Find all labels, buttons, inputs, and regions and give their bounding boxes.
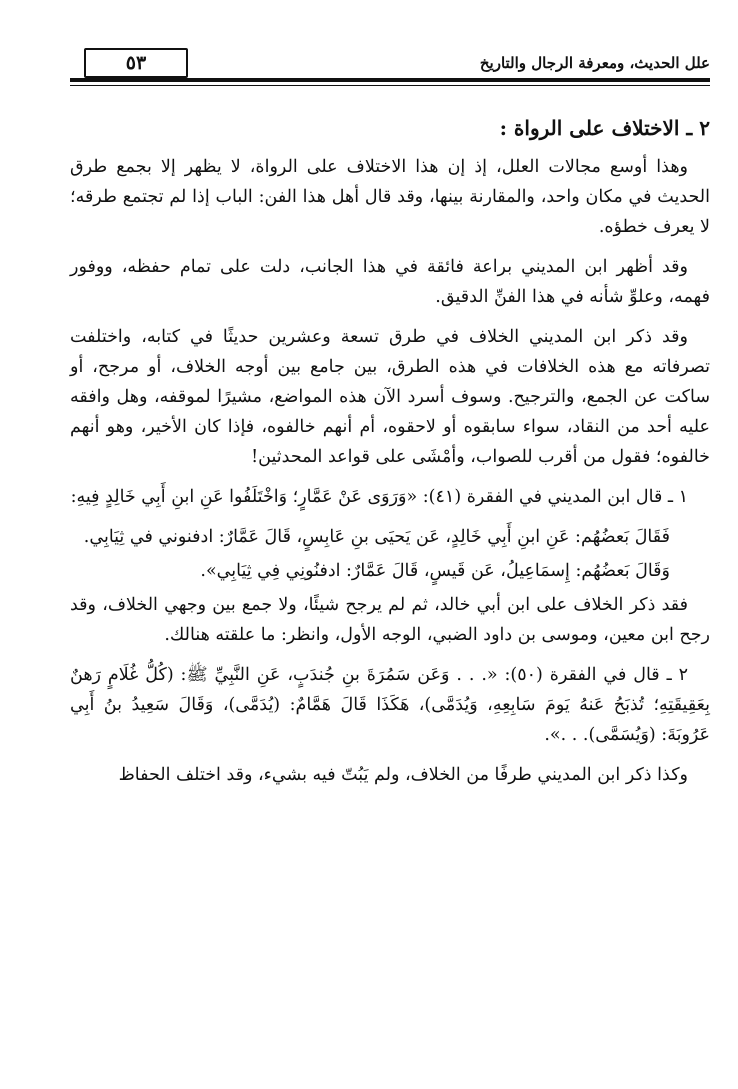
page-number: ٥٣ [125,52,147,74]
example-1-comment: فقد ذكر الخلاف على ابن أبي خالد، ثم لم يرجح شيئًا، ولا جمع بين وجهي الخلاف، وقد رجح ابن معين، وموسى بن داود الضبي، الوجه الأول، وانظر: ما علقته هنالك. [70,595,710,645]
example-1-line-1: فَقَالَ بَعضُهُم: عَنِ ابنِ أَبِي خَالِدٍ، عَن يَحيَى بنِ عَابِسٍ، قَالَ عَمَّارٌ: ادفنوني في ثِيَابِي. [83,527,670,547]
section-heading: ٢ ـ الاختلاف على الرواة : [499,116,710,140]
example-1-intro: ١ ـ قال ابن المديني في الفقرة (٤١): «وَرَوَى عَنْ عَمَّارٍ؛ وَاخْتَلَفُوا عَنِ ابنِ أَبِي خَالِدٍ فِيهِ: [70,487,688,507]
header-rule-thin [70,85,710,86]
example-2-intro: ٢ ـ قال في الفقرة (٥٠): «. . . وَعَن سَمُرَةَ بنِ جُندَبٍ، عَنِ النَّبِيِّ ﷺ: (كُلُّ غُلَامٍ رَهنٌ بِعَقِيقَتِهِ؛ تُذبَحُ عَنهُ يَومَ سَابِعِهِ، وَيُدَمَّى)، هَكَذَا قَالَ هَمَّامٌ: (يُدَمَّى)، وَقَالَ سَعِيدُ بنُ أَبِي عَرُوبَةَ: (وَيُسَمَّى). . .». [70,665,710,745]
page-header [70,44,710,90]
page-number-box [84,48,188,78]
running-title: علل الحديث، ومعرفة الرجال والتاريخ [479,54,710,72]
example-2-comment: وكذا ذكر ابن المديني طرفًا من الخلاف، ولم يَبُتّ فيه بشيء، وقد اختلف الحفاظ [118,765,688,785]
paragraph-2: وقد أظهر ابن المديني براعة فائقة في هذا الجانب، دلت على تمام حفظه، ووفور فهمه، وعلوِّ شأنه في هذا الفنِّ الدقيق. [70,257,710,307]
paragraph-1: وهذا أوسع مجالات العلل، إذ إن هذا الاختلاف على الرواة، لا يظهر إلا بجمع طرق الحديث في مكان واحد، والمقارنة بينها، وقد قال أهل هذا الفن: الباب إذا لم تجتمع طرقه؛ لا يعرف خطؤه. [70,157,710,237]
header-rule-thick [70,78,710,82]
page-body [70,112,710,800]
paragraph-3: وقد ذكر ابن المديني الخلاف في طرق تسعة وعشرين حديثًا في كتابه، واختلفت تصرفاته مع هذه الخلافات في هذه الطرق، بين جامع بين أوجه الخلاف، أو مرجح، أو ساكت عن الجمع، والترجيح. وسوف أسرد الآن هذه المواضع، مشيرًا لموقفه، وهل وافقه عليه أحد من النقاد، سواء سابقوه أو لاحقوه، أم أنهم خالفوه، فإذا كان الأخير، وهو أنهم خالفوه؛ فقول من أقرب للصواب، وأمْشَى على قواعد المحدثين! [70,327,710,467]
example-1-line-2: وَقَالَ بَعضُهُم: إِسمَاعِيلُ، عَن قَيسٍ، قَالَ عَمَّارٌ: ادفنُونِي فِي ثِيَابِي». [200,561,670,581]
